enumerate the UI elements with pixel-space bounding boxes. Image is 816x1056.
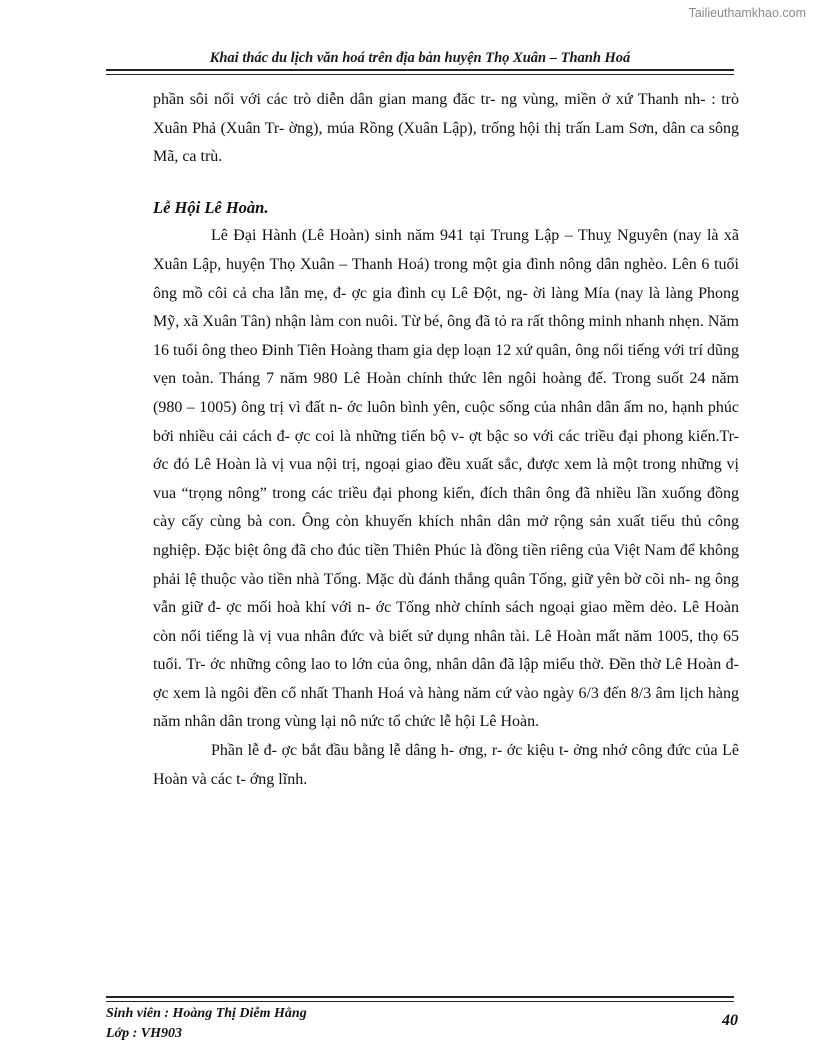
ceremony-paragraph: Phần lễ đ- ợc bắt đầu bằng lễ dâng h- ơng, r- ớc kiệu t- ởng nhớ công đức của Lê Hoàn và các t- ớng lĩnh. bbox=[153, 742, 739, 788]
running-header: Khai thác du lịch văn hoá trên địa bàn huyện Thọ Xuân – Thanh Hoá bbox=[209, 50, 631, 66]
watermark-text: Tailieuthamkhao.com bbox=[688, 6, 806, 20]
footer-info bbox=[106, 1004, 307, 1044]
student-name: Sinh viên : Hoàng Thị Diễm Hằng bbox=[106, 1006, 307, 1021]
class-code: Lớp : VH903 bbox=[106, 1026, 182, 1041]
section-heading: Lễ Hội Lê Hoàn. bbox=[153, 197, 269, 217]
header-rule bbox=[106, 69, 734, 75]
page-number: 40 bbox=[722, 1012, 738, 1029]
main-paragraph: Lê Đại Hành (Lê Hoàn) sinh năm 941 tại Trung Lập – Thuỵ Nguyên (nay là xã Xuân Lập, huyện Thọ Xuân – Thanh Hoá) trong một gia đình nông dân nghèo. Lên 6 tuổi ông mồ côi cả cha lẫn mẹ, đ- ợc gia đình cụ Lê Đột, ng- ời làng Mía (nay là làng Phong Mỹ, xã Xuân Tân) nhận làm con nuôi. Từ bé, ông đã tỏ ra rất thông minh nhanh nhẹn. Năm 16 tuổi ông theo Đinh Tiên Hoàng tham gia dẹp loạn 12 xứ quân, ông nổi tiếng với trí dũng vẹn toàn. Tháng 7 năm 980 Lê Hoàn chính thức lên ngôi hoàng đế. Trong suốt 24 năm (980 – 1005) ông trị vì đất n- ớc luôn bình yên, cuộc sống của nhân dân ấm no, hạnh phúc bởi nhiều cải cách đ- ợc coi là những tiến bộ v- ợt bậc so với các triều đại phong kiến.Tr- ớc đó Lê Hoàn là vị vua nội trị, ngoại giao đều xuất sắc, được xem là một trong những vị vua “trọng nông” trong các triều đại phong kiến, đích thân ông đã nhiều lần xuống đồng cày cấy cùng bà con. Ông còn khuyến khích nhân dân mở rộng sản xuất tiểu thủ công nghiệp. Đặc biệt ông đã cho đúc tiền Thiên Phúc là đồng tiền riêng của Việt Nam để không phải lệ thuộc vào tiền nhà Tống. Mặc dù đánh thắng quân Tống, giữ yên bờ cõi nh- ng ông vẫn giữ đ- ợc mối hoà khí với n- ớc Tống nhờ chính sách ngoại giao mềm dẻo. Lê Hoàn còn nổi tiếng là vị vua nhân đức và biết sử dụng nhân tài. Lê Hoàn mất năm 1005, thọ 65 tuổi. Tr- ớc những công lao to lớn của ông, nhân dân đã lập miếu thờ. Đền thờ Lê Hoàn đ- ợc xem là ngôi đền cổ nhất Thanh Hoá và hàng năm cứ vào ngày 6/3 đến 8/3 âm lịch hàng năm nhân dân trong vùng lại nô nức tổ chức lễ hội Lê Hoàn. bbox=[153, 227, 739, 731]
document-body bbox=[153, 86, 739, 794]
intro-paragraph: phần sôi nổi với các trò diễn dân gian mang đăc tr- ng vùng, miền ở xứ Thanh nh- : trò Xuân Phả (Xuân Tr- ờng), múa Rồng (Xuân Lập), trống hội thị trấn Lam Sơn, dân ca sông Mã, ca trù. bbox=[153, 91, 739, 166]
footer-rule bbox=[106, 996, 734, 1002]
